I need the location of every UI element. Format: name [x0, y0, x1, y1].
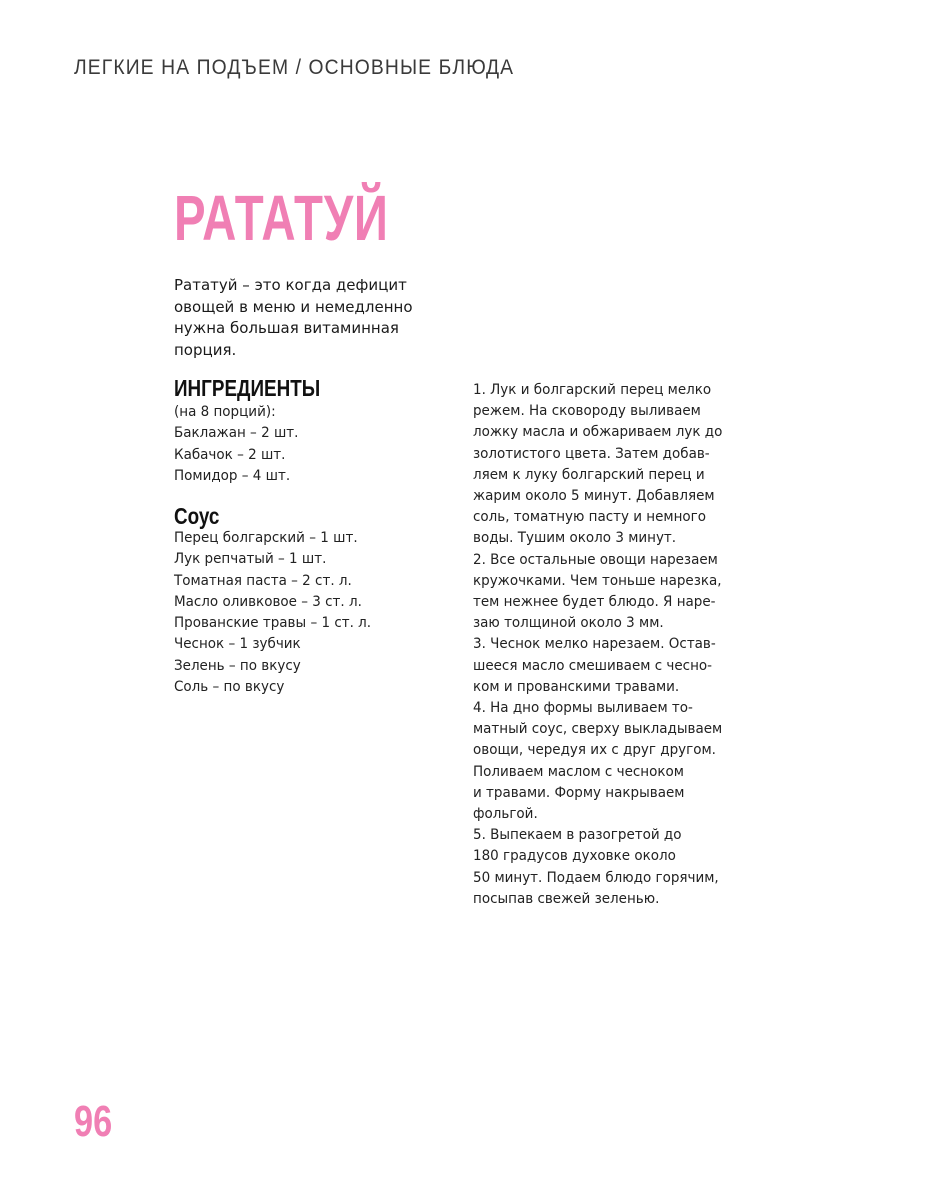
- ingredient-item: Кабачок – 2 шт.: [174, 446, 286, 463]
- recipe-steps: [473, 380, 773, 910]
- step-line: кружочками. Чем тоньше нарезка,: [473, 572, 722, 589]
- ingredient-item: Баклажан – 2 шт.: [174, 425, 299, 442]
- intro-line: овощей в меню и немедленно: [174, 297, 413, 316]
- step-line: воды. Тушим около 3 минут.: [473, 530, 677, 547]
- step-line: тем нежнее будет блюдо. Я наре-: [473, 594, 716, 611]
- step-line: режем. На сковороду выливаем: [473, 403, 701, 420]
- step-line: 180 градусов духовке около: [473, 848, 676, 865]
- recipe-title: РАТАТУЙ: [174, 182, 389, 254]
- step-line: 3. Чеснок мелко нарезаем. Остав-: [473, 636, 716, 653]
- page-number: 96: [74, 1097, 113, 1146]
- step-line: Поливаем маслом с чесноком: [473, 763, 684, 780]
- sauce-item: Перец болгарский – 1 шт.: [174, 530, 358, 546]
- sauce-item: Соль – по вкусу: [174, 679, 285, 696]
- step-line: шееся масло смешиваем с чесно-: [473, 657, 713, 674]
- step-line: заю толщиной около 3 мм.: [473, 615, 664, 632]
- sauce-item: Прованские травы – 1 ст. л.: [174, 615, 372, 632]
- step-line: фольгой.: [473, 806, 538, 823]
- sauce-item: Лук репчатый – 1 шт.: [174, 551, 327, 568]
- sauce-item: Масло оливковое – 3 ст. л.: [174, 593, 362, 610]
- intro-line: нужна большая витаминная: [174, 319, 399, 337]
- sauce-list: [174, 528, 386, 698]
- recipe-intro: [174, 275, 434, 361]
- intro-line: Рататуй – это когда дефицит: [174, 276, 407, 294]
- ingredient-item: Помидор – 4 шт.: [174, 467, 291, 484]
- step-line: матный соус, сверху выкладываем: [473, 721, 723, 738]
- step-line: ком и прованскими травами.: [473, 678, 680, 695]
- sauce-item: Томатная паста – 2 ст. л.: [174, 572, 352, 589]
- ingredient-item: (на 8 порций):: [174, 404, 276, 420]
- step-line: 50 минут. Подаем блюдо горячим,: [473, 869, 719, 886]
- step-line: жарим около 5 минут. Добавляем: [473, 488, 715, 505]
- ingredients-heading: ИНГРЕДИЕНТЫ: [174, 375, 321, 401]
- sauce-heading: Соус: [174, 503, 220, 529]
- step-line: ляем к луку болгарский перец и: [473, 466, 705, 483]
- step-line: 5. Выпекаем в разогретой до: [473, 827, 682, 844]
- intro-line: порция.: [174, 340, 237, 359]
- step-line: 1. Лук и болгарский перец мелко: [473, 382, 712, 398]
- step-line: и травами. Форму накрываем: [473, 784, 685, 801]
- step-line: 2. Все остальные овощи нарезаем: [473, 551, 718, 568]
- running-head: ЛЕГКИЕ НА ПОДЪЕМ / ОСНОВНЫЕ БЛЮДА: [74, 56, 515, 79]
- step-line: овощи, чередуя их с друг другом.: [473, 742, 716, 759]
- step-line: 4. На дно формы выливаем то-: [473, 700, 693, 717]
- step-line: посыпав свежей зеленью.: [473, 890, 660, 907]
- sauce-item: Чеснок – 1 зубчик: [174, 636, 301, 653]
- step-line: золотистого цвета. Затем добав-: [473, 445, 710, 462]
- sauce-item: Зелень – по вкусу: [174, 657, 301, 674]
- step-line: соль, томатную пасту и немного: [473, 509, 706, 526]
- ingredients-list: [174, 402, 308, 487]
- step-line: ложку масла и обжариваем лук до: [473, 424, 723, 441]
